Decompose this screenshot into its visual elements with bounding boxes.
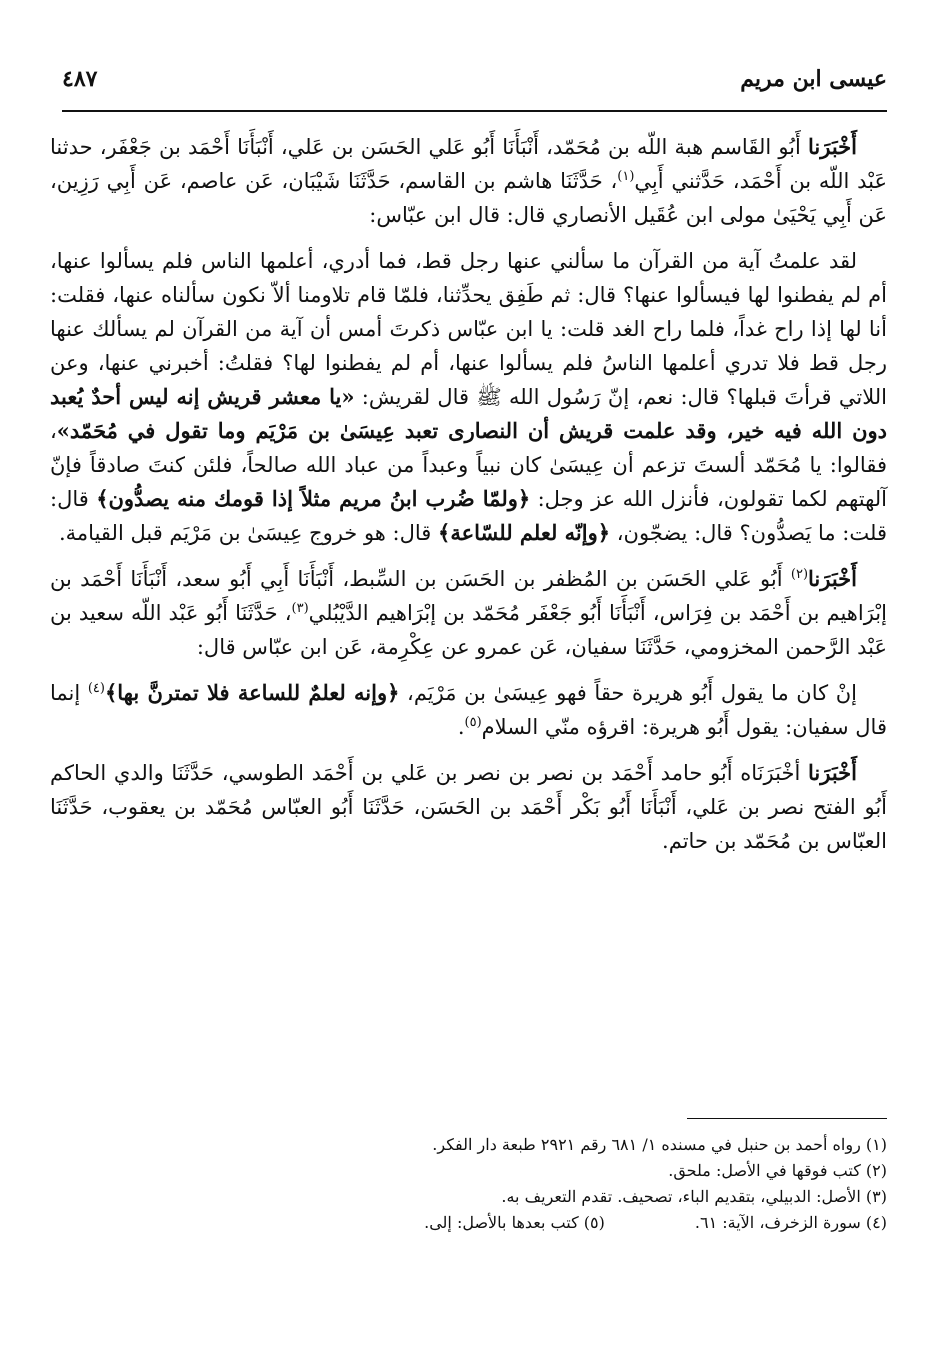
paragraph-text: ، فقالوا: يا مُحَمّد ألستَ تزعم أن عِيسَىٰ كان نبياً وعبداً من عباد الله صالحاً، فلئن كنتَ صادقاً فإنّ آلهتهم لكما تقولون، فأنزل الله عز وجل: [50, 419, 887, 511]
footnote-ref-2: (٢) [790, 567, 809, 582]
footnote-divider [687, 1118, 887, 1119]
paragraph-text: أَبُو عَلي الحَسَن بن المُظفر بن الحَسَن بن السِّبط، أَنْبَأَنَا أَبِي أَبُو سعد، أَنْبَأَنَا أَحْمَد بن إبْرَاهيم بن أَحْمَد بن فِرَاس، أَنْبَأَنَا أَبُو جَعْفَر مُحَمّد بن إبْرَاهيم الدَّيْبُلي [50, 567, 887, 625]
narration-lead: أَخْبَرَنا [808, 134, 857, 159]
footnote-row [50, 1210, 887, 1236]
quran-verse: ﴿ولمّا ضُرب ابنُ مريم مثلاً إذا قومك منه يصدُّون﴾ [96, 486, 531, 511]
footnotes [50, 1132, 887, 1236]
page-header [62, 64, 887, 112]
quran-verse: ﴿وإنّه لعلم للسّاعة﴾ [438, 520, 611, 545]
footnote-ref-3: (٣) [291, 601, 309, 616]
paragraph-text: لقد علمتُ آية من القرآن ما سألني عنها رجل قط، فما أدري، أعلمها الناس فلم يسألوا عنها، أم لم يفطنوا لها فيسألوا عنها؟ قال: ثم طَفِق يحدِّثنا، فلمّا قام تلاومنا ألاّ نكون سألناه عنها، فقلت: أنا لها إذا راح غداً، فلما راح الغد قلت: يا ابن عبّاس ذكرتَ أمس أن آية من القرآن لم يسألك عنها رجل قط فلا تدري أعلمها الناسُ فلم يسألوا عنها، أم لم يفطنوا لها؟ فقلتُ: أخبرني عنها، وعن اللاتي قرأتَ قبلها؟ قال: نعم، إنّ رَسُول الله ﷺ قال لقريش: [50, 249, 887, 409]
paragraph-text: قال: هو خروج عِيسَىٰ بن مَرْيَم قبل القيامة. [59, 521, 439, 545]
hadith-quote: «يا معشر قريش إنه ليس أحدٌ يُعبد دون الله فيه خير، وقد علمت قريش أن النصارى تعبد عِيسَىٰ بن مَرْيَم وما تقول في مُحَمّد» [50, 384, 887, 443]
paragraph-3 [50, 562, 887, 664]
paragraph-text: . [457, 715, 465, 739]
main-text [50, 130, 887, 870]
paragraph-4 [50, 676, 887, 744]
running-title: عيسى ابن مريم [740, 66, 887, 92]
footnote-1: (١) رواه أحمد بن حنبل في مسنده ١/ ٦٨١ رقم ٢٩٢١ طبعة دار الفكر. [432, 1135, 887, 1154]
narration-lead: أَخْبَرَنا [808, 760, 857, 785]
paragraph-text: إنْ كان ما يقول أَبُو هريرة حقاً فهو عِيسَىٰ بن مَرْيَم، [399, 681, 857, 705]
footnote-2: (٢) كتب فوقها في الأصل: ملحق. [668, 1161, 887, 1180]
paragraph-text: ، حَدَّثَنَا أَبُو عَبْد اللّه سعيد بن عَبْد الرَّحمن المخزومي، حَدَّثَنَا سفيان، عَن عمرو عن عِكْرِمة، عَن ابن عبّاس قال: [50, 601, 887, 659]
footnote-3: (٣) الأصل: الدبيلي، بتقديم الباء، تصحيف. تقدم التعريف به. [501, 1187, 887, 1206]
narration-lead: أَخْبَرَنا [808, 566, 857, 591]
paragraph-text: أخْبَرَنَاه أَبُو حامد أَحْمَد بن نصر بن نصر بن عَلي بن أَحْمَد الطوسي، حَدَّثَنَا والدي الحاكم أَبُو الفتح نصر بن عَلي، أَنْبَأَنَا أَبُو بَكْر أَحْمَد بن الحَسَن، حَدَّثَنَا أَبُو العبّاس مُحَمّد بن يعقوب، حَدَّثَنَا العبّاس بن مُحَمّد بن حاتم. [50, 761, 887, 853]
paragraph-text: ، حَدَّثَنَا هاشم بن القاسم، حَدَّثَنَا شَيْبَان، عَن عاصم، عَن أَبِي رَزِين، عَن أَبِي يَحْيَىٰ مولى ابن عُقَيل الأنصاري قال: قال ابن عبّاس: [50, 169, 887, 227]
paragraph-5 [50, 756, 887, 858]
paragraph-text: أَبُو القَاسم هبة اللّه بن مُحَمّد، أَنْبَأَنَا أَبُو عَلي الحَسَن بن عَلي، أَنْبَأَنَا أَحْمَد بن جَعْفَر، حدثنا عَبْد اللّه بن أَحْمَد، حَدَّثني أَبِي [50, 135, 887, 193]
footnote-ref-1: (١) [617, 169, 635, 184]
paragraph-text: قال: قلت: ما يَصدُّون؟ قال: يضجّون، [50, 487, 887, 545]
paragraph-text: إنما قال سفيان: يقول أَبُو هريرة: اقرؤه منّي السلام [50, 681, 887, 739]
footnote-4: (٤) سورة الزخرف، الآية: ٦١. [694, 1213, 887, 1232]
paragraph-1 [50, 130, 887, 232]
footnote-ref-5: (٥) [464, 715, 482, 730]
footnote-ref-4: (٤) [87, 681, 105, 696]
paragraph-2 [50, 244, 887, 550]
page-number: ٤٨٧ [62, 66, 98, 92]
quran-verse: ﴿وإنه لعلمٌ للساعة فلا تمترنَّ بها﴾ [104, 680, 400, 705]
footnote-5: (٥) كتب بعدها بالأصل: إلى. [424, 1213, 605, 1232]
